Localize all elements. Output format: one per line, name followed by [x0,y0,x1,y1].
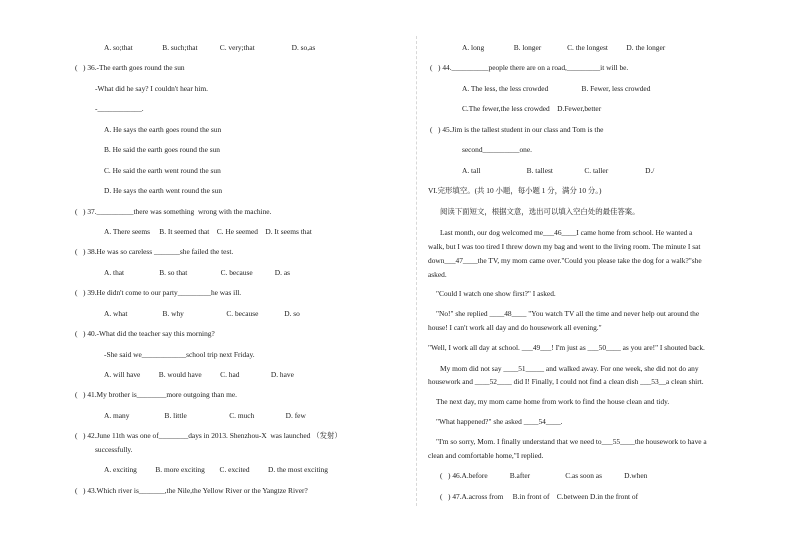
q45-options: A. tall B. tallest C. taller D./ [462,166,655,175]
passage-line: "No!" she replied ____48____ "You watch TV all the time and never help out around the [436,309,700,318]
q36-option-c: C. He said the earth went round the sun [104,166,221,175]
q36-option-d: D. He says the earth went round the sun [104,186,223,195]
q39-stem: ( ) 39.He didn't come to our party_________he was ill. [75,288,242,297]
q42-options: A. exciting B. more exciting C. excited D. the most exciting [104,465,328,474]
q36-option-a: A. He says the earth goes round the sun [104,125,222,134]
section-heading-cloze: VI.完形填空。(共 10 小题，每小题 1 分，满分 10 分。) [428,186,602,195]
q36-blank: -____________. [95,104,144,113]
q36-option-b: B. He said the earth goes round the sun [104,145,220,154]
passage-line: My mom did not say ____51_____ and walked away. For one week, she did not do any [440,364,699,373]
passage-line: "Well, I work all day at school. ___49___! I'm just as ___50____ as you are!" I shouted back. [428,343,705,352]
q38-stem: ( ) 38.He was so careless _______she failed the test. [75,247,234,256]
q42-stem-cont: successfully. [95,445,133,454]
q36-stem: ( ) 36.-The earth goes round the sun [75,63,185,72]
passage-line: down___47____the TV, my mom came over."Could you please take the dog for a walk?"she [428,256,702,265]
q37-stem: ( ) 37.__________there was something wrong with the machine. [75,207,272,216]
q41-options: A. many B. little C. much D. few [104,411,306,420]
passage-line: housework and ____52____ did I! Finally, I could not find a clean dish ___53__a clean shirt. [428,377,704,386]
cloze-instructions: 阅读下面短文，根据文意，选出可以填入空白处的最佳答案。 [440,207,640,216]
q40-dialogue: -She said we____________school trip next Friday. [104,350,255,359]
q44-options-cd: C.The fewer,the less crowded D.Fewer,better [462,104,602,113]
passage-line: "Could I watch one show first?" I asked. [436,289,556,298]
q43-stem: ( ) 43.Which river is_______,the Nile,the Yellow River or the Yangtze River? [75,486,308,495]
q45-stem-cont: second__________one. [462,145,532,154]
q38-options: A. that B. so that C. because D. as [104,268,290,277]
passage-line: Last month, our dog welcomed me___46____I came home from school. He wanted a [440,228,693,237]
passage-line: clean and comfortable home,"I replied. [428,451,544,460]
passage-line: house! I can't work all day and do housework all evening." [428,323,602,332]
q46-options: ( ) 46.A.before B.after C.as soon as D.when [440,471,648,480]
q41-stem: ( ) 41.My brother is________more outgoing than me. [75,390,237,399]
q47-options: ( ) 47.A.across from B.in front of C.between D.in the front of [440,492,639,501]
q40-options: A. will have B. would have C. had D. have [104,370,294,379]
q35-options: A. so;that B. such;that C. very;that D. so,as [104,43,316,52]
passage-line: The next day, my mom came home from work to find the house clean and tidy. [436,397,670,406]
right-column [410,0,794,550]
passage-line: "What happened?" she asked ____54____. [436,417,563,426]
q44-options-ab: A. The less, the less crowded B. Fewer, less crowded [462,84,651,93]
q43-options: A. long B. longer C. the longest D. the longer [462,43,666,52]
q45-stem: ( ) 45.Jim is the tallest student in our class and Tom is the [430,125,604,134]
q39-options: A. what B. why C. because D. so [104,309,300,318]
q36-dialogue: -What did he say? I couldn't hear him. [95,84,208,93]
q37-options: A. There seems B. It seemed that C. He seemed D. It seems that [104,227,312,236]
q44-stem: ( ) 44.__________people there are on a road,_________it will be. [430,63,629,72]
passage-line: walk, but I was too tired I threw down my bag and went to the living room. The minute I sat [428,242,701,251]
passage-line: "I'm so sorry, Mom. I finally understand that we need to___55____the housework to have a [436,437,707,446]
q42-stem: ( ) 42.June 11th was one of________days in 2013. Shenzhou-X was launched （发射） [75,431,342,440]
passage-line: asked. [428,270,447,279]
q40-stem: ( ) 40.-What did the teacher say this morning? [75,329,215,338]
